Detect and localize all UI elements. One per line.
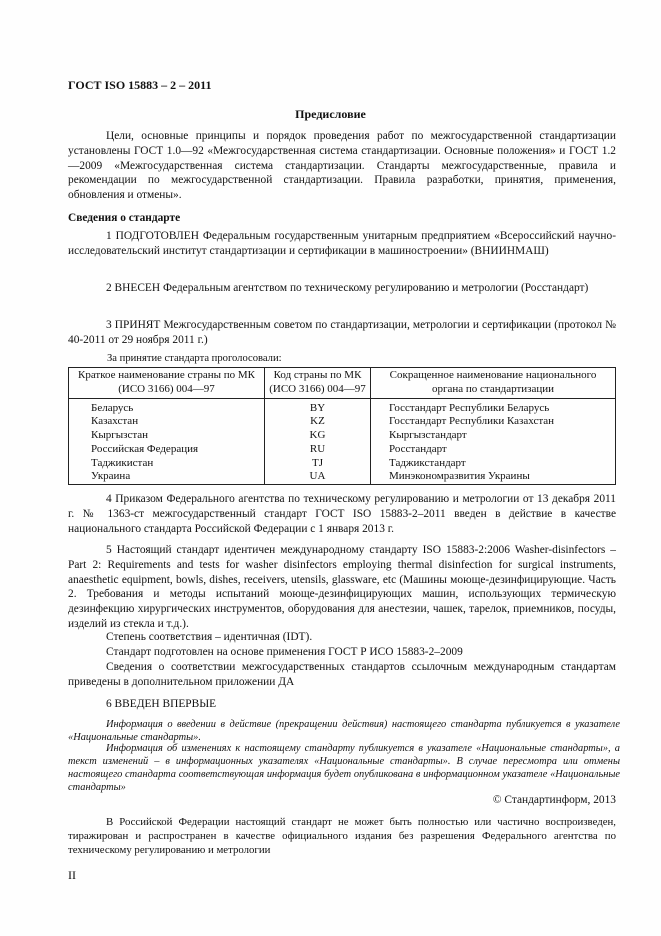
section-heading: Сведения о стандарте xyxy=(68,212,181,224)
code-cell: TJ xyxy=(265,457,371,471)
intro-paragraph: Цели, основные принципы и порядок проведения работ по межгосударственной стандартизации установлены ГОСТ 1.0—92 «Межгосударственная система стандартизации. Основные положения» и ГОСТ 1.2—2009 «Межгосударственная система стандартизации. Стандарты межгосударственные, правила и рекомендации по межгосударственной стандартизации. Правила разработки, принятия, применения, обновления и отмены». xyxy=(68,130,616,202)
item-6: 6 ВВЕДЕН ВПЕРВЫЕ xyxy=(106,698,217,710)
body-cell: Минэкономразвития Украины xyxy=(371,470,616,484)
country-cell: Украина xyxy=(69,470,265,484)
body-cell: Госстандарт Республики Беларусь xyxy=(371,398,616,415)
item-5: 5 Настоящий стандарт идентичен международному стандарту ISO 15883-2:2006 Washer-disinfectors – Part 2: Requirements and tests for washer disinfectors employing thermal disinfection for surgical instruments, anaesthetic equipment, bowls, dishes, receivers, utensils, glassware, etc (Машины моюще-дезинфицирующие. Часть 2. Требования и методы испытаний моюще-дезинфицирующих машин, использующих термическую дезинфекцию хирургических инструментов, оборудования для анестезии, чашек, тарелок, приемников, посуды, изделий из стекла и т.д.). xyxy=(68,544,616,631)
body-cell: Таджикстандарт xyxy=(371,457,616,471)
item-3: 3 ПРИНЯТ Межгосударственным советом по стандартизации, метрологии и сертификации (протокол № 40-2011 от 29 ноября 2011 г.) xyxy=(68,319,616,346)
col-header-body: Сокращенное наименование национального органа по стандартизации xyxy=(371,368,616,399)
page-number: II xyxy=(68,868,76,882)
info-refs-text: Сведения о соответствии межгосударственных стандартов ссылочным международным стандартам приведены в дополнительном приложении ДА xyxy=(68,661,616,688)
country-cell: Казахстан xyxy=(69,415,265,429)
col-header-country: Краткое наименование страны по МК (ИСО 3166) 004—97 xyxy=(69,368,265,399)
table-row xyxy=(69,470,616,484)
rights-notice: В Российской Федерации настоящий стандарт не может быть полностью или частично воспроизведен, тиражирован и распространен в качестве официального издания без разрешения Федерального агентства по техническому регулированию и метрологии xyxy=(68,816,616,857)
body-cell: Росстандарт xyxy=(371,443,616,457)
conformity-text: Степень соответствия – идентичная (IDT). xyxy=(106,631,313,643)
body-cell: Кыргызстандарт xyxy=(371,429,616,443)
vote-label: За принятие стандарта проголосовали: xyxy=(107,353,282,364)
code-cell: KZ xyxy=(265,415,371,429)
item-2: 2 ВНЕСЕН Федеральным агентством по техническому регулированию и метрологии (Росстандарт) xyxy=(106,282,589,294)
table-row xyxy=(69,398,616,415)
country-cell: Таджикистан xyxy=(69,457,265,471)
code-cell: RU xyxy=(265,443,371,457)
copyright: © Стандартинформ, 2013 xyxy=(492,794,616,806)
item-1: 1 ПОДГОТОВЛЕН Федеральным государственным унитарным предприятием «Всероссийский научно-исследовательский институт стандартизации и сертификации в машиностроении» (ВНИИНМАШ) xyxy=(68,230,616,257)
based-on-text: Стандарт подготовлен на основе применения ГОСТ Р ИСО 15883-2–2009 xyxy=(106,646,463,658)
code-cell: BY xyxy=(265,398,371,415)
states-table xyxy=(68,367,616,485)
table-row xyxy=(69,443,616,457)
page-title: Предисловие xyxy=(295,107,366,121)
code-cell: KG xyxy=(265,429,371,443)
item-4: 4 Приказом Федерального агентства по техническому регулированию и метрологии от 13 декабря 2011 г. № 1363-ст межгосударственный стандарт ГОСТ ISO 15883-2–2011 введен в действие в качестве национального стандарта Российской Федерации с 1 января 2013 г. xyxy=(68,493,616,535)
body-cell: Госстандарт Республики Казахстан xyxy=(371,415,616,429)
col-header-code: Код страны по МК (ИСО 3166) 004—97 xyxy=(265,368,371,399)
table-row xyxy=(69,457,616,471)
table-header-row xyxy=(69,368,616,399)
country-cell: Российская Федерация xyxy=(69,443,265,457)
country-cell: Кыргызстан xyxy=(69,429,265,443)
note-changes: Информация об изменениях к настоящему стандарту публикуется в указателе «Национальные стандарты», а текст изменений – в информационных указателях «Национальные стандарты». В случае пересмотра или отмены настоящего стандарта соответствующая информация будет опубликована в информационном указателе «Национальные стандарты» xyxy=(68,743,620,793)
table-row xyxy=(69,429,616,443)
code-cell: UA xyxy=(265,470,371,484)
note-introduction: Информация о введении в действие (прекращении действия) настоящего стандарта публикуется в указателе «Национальные стандарты». xyxy=(68,719,620,743)
country-cell: Беларусь xyxy=(69,398,265,415)
table-row xyxy=(69,415,616,429)
document-header: ГОСТ ISO 15883 – 2 – 2011 xyxy=(68,78,212,92)
